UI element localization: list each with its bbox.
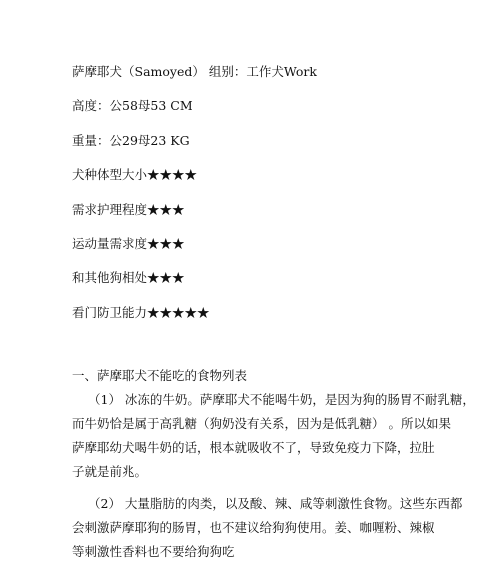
breed-title: 萨摩耶犬（Samoyed） 组别：工作犬Work <box>72 64 317 79</box>
paragraph-2-line-2: 会刺激萨摩耶狗的肠胃，也不建议给狗狗使用。姜、咖喱粉、辣椒 <box>72 520 435 535</box>
paragraph-1-line-2: 而牛奶恰是属于高乳糖（狗奶没有关系，因为是低乳糖） 。所以如果 <box>72 416 451 431</box>
exercise-rating-line: 运动量需求度★★★ <box>72 236 185 251</box>
paragraph-1-line-4: 子就是前兆。 <box>72 464 148 479</box>
care-rating-line: 需求护理程度★★★ <box>72 202 185 217</box>
social-rating-line: 和其他狗相处★★★ <box>72 270 185 285</box>
section-title: 一、萨摩耶犬不能吃的食物列表 <box>72 368 248 383</box>
weight-line: 重量：公29母23 KG <box>72 133 190 148</box>
size-rating-line: 犬种体型大小★★★★ <box>72 167 198 182</box>
guard-rating-line: 看门防卫能力★★★★★ <box>72 305 210 320</box>
paragraph-2-line-1: （2） 大量脂肪的肉类，以及酸、辣、咸等刺激性食物。这些东西都 <box>88 496 463 511</box>
paragraph-1-line-3: 萨摩耶幼犬喝牛奶的话，根本就吸收不了，导致免疫力下降，拉肚 <box>72 440 435 455</box>
height-line: 高度：公58母53 CM <box>72 98 193 113</box>
paragraph-2-line-3: 等刺激性香料也不要给狗狗吃 <box>72 544 235 559</box>
paragraph-1-line-1: （1） 冰冻的牛奶。萨摩耶犬不能喝牛奶，是因为狗的肠胃不耐乳糖， <box>88 392 475 407</box>
